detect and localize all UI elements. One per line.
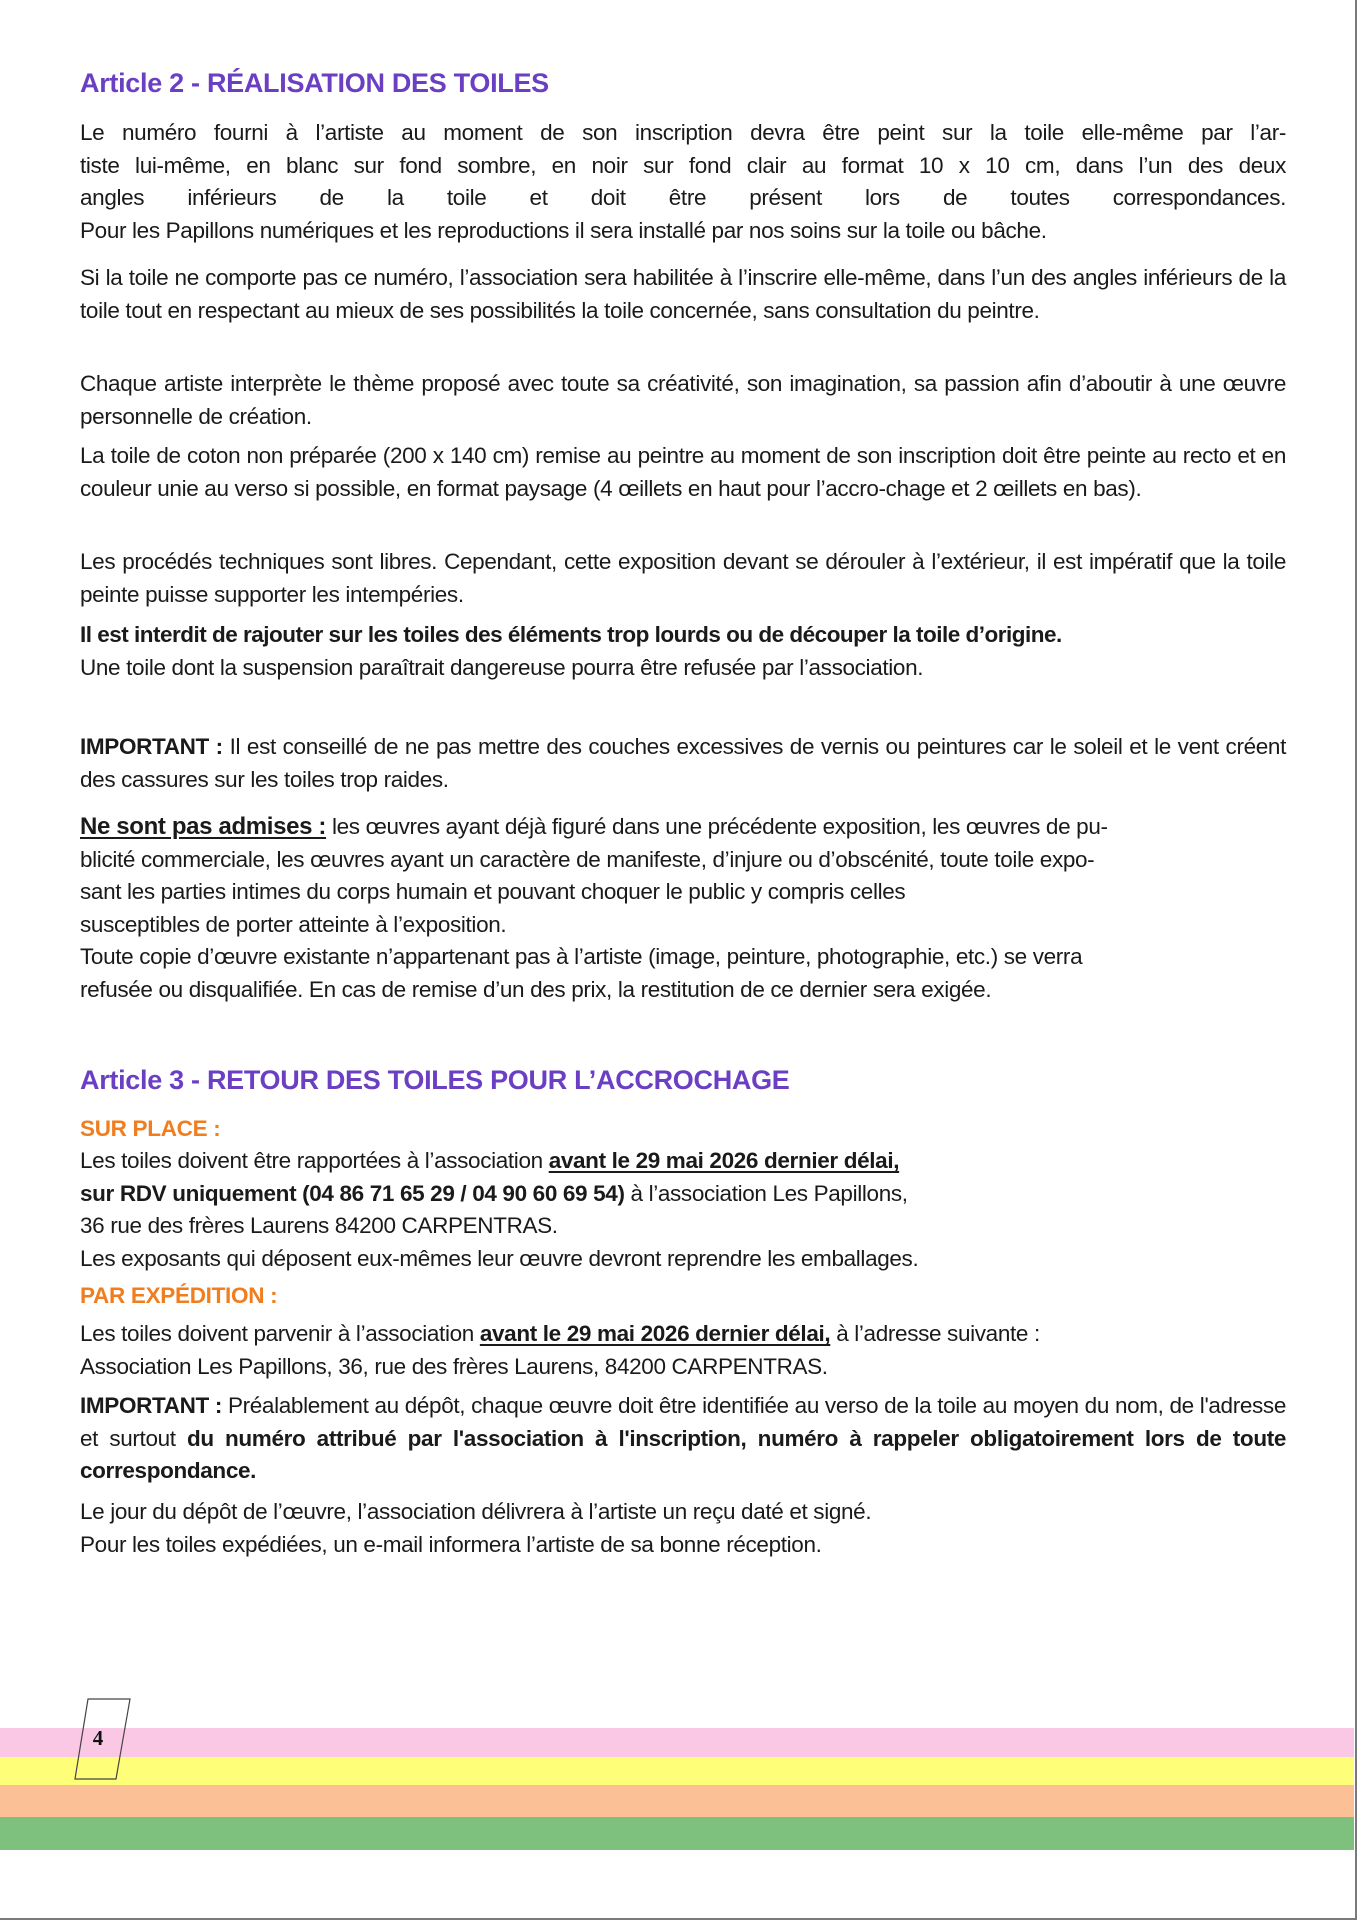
- article-2-paragraph-6: [80, 619, 1286, 684]
- footer-color-stripes: [0, 1728, 1354, 1850]
- stripe-pink: [0, 1728, 1354, 1757]
- text-line: Une toile dont la suspension paraîtrait dangereuse pourra être refusée par l’association.: [80, 654, 924, 680]
- text-line: tiste lui-même, en blanc sur fond sombre, en noir sur fond clair au format 10 x 10 cm, dans l’un des deux: [80, 152, 1286, 178]
- par-expedition-section: [80, 1318, 1286, 1383]
- text-line: blicité commerciale, les œuvres ayant un caractère de manifeste, d’injure ou d’obscénité, toute toile expo-: [80, 846, 1095, 872]
- stripe-yellow: [0, 1757, 1354, 1785]
- prohibition-notice: Il est interdit de rajouter sur les toiles des éléments trop lourds ou de découper la toile d’origine.: [80, 622, 1062, 647]
- text-line: Les exposants qui déposent eux-mêmes leur œuvre devront reprendre les emballages.: [80, 1245, 919, 1271]
- deadline-text: avant le 29 mai 2026 dernier délai,: [479, 1321, 831, 1346]
- par-expedition-subheading: PAR EXPÉDITION :: [80, 1283, 278, 1308]
- important-label: IMPORTANT :: [80, 1393, 223, 1418]
- page-number-box: [74, 1698, 132, 1780]
- important-text: Il est conseillé de ne pas mettre des couches excessives de vernis ou peintures car le soleil et le vent créent des cassures sur les toiles trop raides.: [80, 734, 1286, 792]
- important-bold-text: du numéro attribué par l'association à l'inscription, numéro à rappeler obligatoirement lors de toute correspondance.: [80, 1425, 1287, 1483]
- not-admitted-label: Ne sont pas admises :: [80, 813, 327, 840]
- page-number: 4: [92, 1726, 104, 1750]
- text-line: Pour les Papillons numériques et les reproductions il sera installé par nos soins sur la toile ou bâche.: [80, 217, 1047, 243]
- text-line: Le jour du dépôt de l’œuvre, l’association délivrera à l’artiste un reçu daté et signé.: [80, 1499, 872, 1524]
- deadline-text: avant le 29 mai 2026 dernier délai,: [548, 1148, 900, 1173]
- text-line: Toute copie d’œuvre existante n’appartenant pas à l’artiste (image, peinture, photographie, etc.) se verra: [80, 944, 1083, 969]
- article-2-heading: Article 2 - RÉALISATION DES TOILES: [80, 68, 549, 98]
- article-2-paragraph-1: [80, 117, 1286, 247]
- text-line: les œuvres ayant déjà figuré dans une précédente exposition, les œuvres de pu-: [326, 814, 1108, 839]
- article-2-paragraph-2: Si la toile ne comporte pas ce numéro, l’association sera habilitée à l’inscrire elle-même, dans l’un des angles inférieurs de la toile tout en respectant au mieux de ses possibilités la toile concernée, sans consultation du peintre.: [80, 265, 1286, 323]
- article-2-paragraph-3: Chaque artiste interprète le thème proposé avec toute sa créativité, son imagination, sa passion afin d’aboutir à une œuvre personnelle de création.: [80, 371, 1286, 429]
- address-line: 36 rue des frères Laurens 84200 CARPENTRAS.: [80, 1213, 558, 1238]
- text-segment: Les toiles doivent être rapportées à l’association: [80, 1148, 549, 1173]
- stripe-peach: [0, 1785, 1354, 1817]
- not-admitted-section: [80, 811, 1286, 1006]
- sur-place-subheading: SUR PLACE :: [80, 1116, 221, 1141]
- text-segment: Les toiles doivent parvenir à l’association: [80, 1321, 480, 1346]
- text-line: susceptibles de porter atteinte à l’exposition.: [80, 911, 507, 937]
- address-line: Association Les Papillons, 36, rue des frères Laurens, 84200 CARPENTRAS.: [80, 1353, 828, 1379]
- important-text: Préalablement au dépôt, chaque œuvre doit être identifiée au verso de la toile au moyen du nom, de l'adresse et surtout: [80, 1393, 1286, 1451]
- closing-section: [80, 1496, 1286, 1561]
- sur-place-section: [80, 1145, 1286, 1275]
- text-line: Le numéro fourni à l’artiste au moment de son inscription devra être peint sur la toile elle-même par l’ar-: [80, 120, 1286, 145]
- stripe-green: [0, 1817, 1354, 1850]
- article-3-heading: Article 3 - RETOUR DES TOILES POUR L’ACCROCHAGE: [80, 1065, 790, 1095]
- text-segment: à l’adresse suivante :: [830, 1321, 1040, 1346]
- text-line: refusée ou disqualifiée. En cas de remise d’un des prix, la restitution de ce dernier sera exigée.: [80, 976, 992, 1002]
- article-2-paragraph-5: Les procédés techniques sont libres. Cependant, cette exposition devant se dérouler à l’extérieur, il est impératif que la toile peinte puisse supporter les intempéries.: [80, 549, 1286, 607]
- important-label: IMPORTANT :: [80, 734, 223, 759]
- article-3-important: [80, 1390, 1286, 1488]
- text-segment: à l’association Les Papillons,: [630, 1180, 908, 1206]
- article-2-important: [80, 731, 1286, 796]
- rdv-phone-numbers: sur RDV uniquement (04 86 71 65 29 / 04 90 60 69 54): [80, 1180, 631, 1206]
- text-line: sant les parties intimes du corps humain et pouvant choquer le public y compris celles: [80, 879, 906, 904]
- text-line: angles inférieurs de la toile et doit être présent lors de toutes correspondances.: [80, 185, 1286, 210]
- text-line: Pour les toiles expédiées, un e-mail informera l’artiste de sa bonne réception.: [80, 1531, 822, 1557]
- article-2-paragraph-4: La toile de coton non préparée (200 x 140 cm) remise au peintre au moment de son inscription doit être peinte au recto et en couleur unie au verso si possible, en format paysage (4 œillets en haut pour l’accro-chage et 2 œillets en bas).: [80, 443, 1286, 501]
